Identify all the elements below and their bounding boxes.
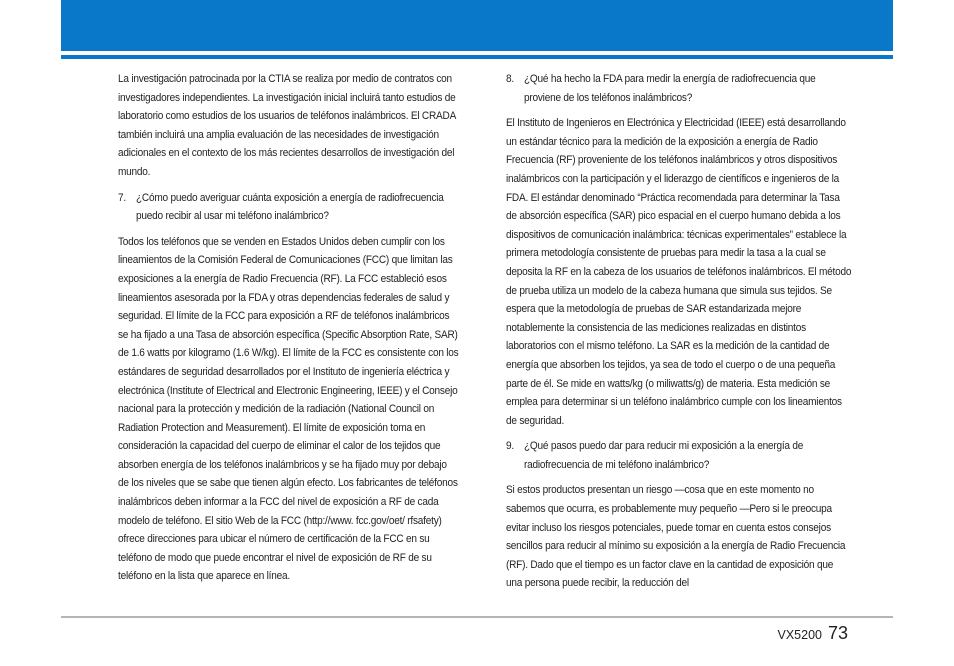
page-number: 73	[827, 623, 848, 643]
page-footer	[777, 623, 848, 644]
right-column	[506, 70, 852, 600]
header-rule	[61, 55, 893, 59]
question-8-text: ¿Qué ha hecho la FDA para medir la energía de radiofrecuencia que proviene de los teléfonos inalámbricos?	[524, 73, 816, 104]
paragraph-reduce-exposure: Si estos productos presentan un riesgo —cosa que en este momento no sabemos que ocurra, es probablemente muy pequeño —Pero si le preocupa evitar incluso los riesgos potenciales, puede tomar en cuenta estos consejos sencillos para reducir al mínimo su exposición a la energía de Radio Frecuencia (RF). Dado que el tiempo es un factor clave en la cantidad de exposición que una persona puede recibir, la reducción del	[506, 484, 846, 590]
paragraph-ieee-standard: El Instituto de Ingenieros en Electrónica y Electricidad (IEEE) está desarrollando un estándar técnico para la medición de la exposición a energía de Radio Frecuencia (RF) proveniente de los teléfonos inalámbricos y otros dispositivos inalámbricos con la participación y el liderazgo de científicos e ingenieros de la FDA. El estándar denominado “Práctica recomendada para determinar la Tasa de absorción específica (SAR) pico espacial en el cuerpo humano debida a los dispositivos de comunicación inalámbrica: técnicas experimentales” establece la primera metodología consistente de pruebas para medir la tasa a la cual se deposita la RF en la cabeza de los usuarios de teléfonos inalámbricos. El método de prueba utiliza un modelo de la cabeza humana que simula sus tejidos. Se espera que la metodología de pruebas de SAR estandarizada mejore notablemente la consistencia de las mediciones realizadas en distintos laboratorios con el mismo teléfono. La SAR es la medición de la cantidad de energía que absorben los tejidos, ya sea de todo el cuerpo o de una pequeña parte de él. Se mide en watts/kg (o miliwatts/g) de materia. Esta medición se emplea para determinar si un teléfono inalámbrico cumple con los lineamientos de seguridad.	[506, 117, 852, 427]
question-7-number: 7.	[118, 191, 126, 204]
left-column	[118, 70, 460, 593]
question-7	[118, 189, 460, 226]
question-7-text: ¿Cómo puedo averiguar cuánta exposición a energía de radiofrecuencia puedo recibir al usar mi teléfono inalámbrico?	[136, 191, 444, 223]
question-8-number: 8.	[506, 73, 514, 85]
paragraph-ctia-research: La investigación patrocinada por la CTIA se realiza por medio de contratos con investigadores independientes. La investigación inicial incluirá tanto estudios de laboratorio como estudios de los usuarios de teléfonos inalámbricos. El CRADA también incluirá una amplia evaluación de las necesidades de investigación adicionales en el contexto de los más recientes desarrollos de investigación del mundo.	[118, 73, 456, 178]
question-8	[506, 70, 852, 107]
question-9-text: ¿Qué pasos puedo dar para reducir mi exposición a la energía de radiofrecuencia de mi teléfono inalámbrico?	[524, 440, 804, 471]
question-9-number: 9.	[506, 440, 514, 453]
paragraph-fcc-guidelines: Todos los teléfonos que se venden en Estados Unidos deben cumplir con los lineamientos de la Comisión Federal de Comunicaciones (FCC) que limitan las exposiciones a la energía de Radio Frecuencia (RF). La FCC estableció esos lineamientos asesorada por la FDA y otras dependencias federales de salud y seguridad. El límite de la FCC para exposición a RF de teléfonos inalámbricos se ha fijado a una Tasa de absorción específica (Specific Absorption Rate, SAR) de 1.6 watts por kilogramo (1.6 W/kg). El límite de la FCC es consistente con los estándares de seguridad desarrollados por el Instituto de ingeniería eléctrica y electrónica (Institute of Electrical and Electronic Engineering, IEEE) y el Consejo nacional para la protección y medición de la radiación (National Council on Radiation Protection and Measurement). El límite de exposición toma en consideración la capacidad del cuerpo de eliminar el calor de los tejidos que absorben energía de los teléfonos inalámbricos y se ha fijado muy por debajo de los niveles que se sabe que tienen algún efecto. Los fabricantes de teléfonos inalámbricos deben informar a la FCC del nivel de exposición a RF de cada modelo de teléfono. El sitio Web de la FCC (http://www. fcc.gov/oet/ rfsafety) ofrece direcciones para ubicar el número de certificación de la FCC en su teléfono de modo que puede encontrar el nivel de exposición de RF de su teléfono en la lista que aparece en línea.	[118, 235, 459, 583]
question-9	[506, 437, 852, 474]
header-banner	[61, 0, 893, 51]
footer-rule	[61, 616, 893, 618]
model-name: VX5200	[777, 628, 822, 642]
